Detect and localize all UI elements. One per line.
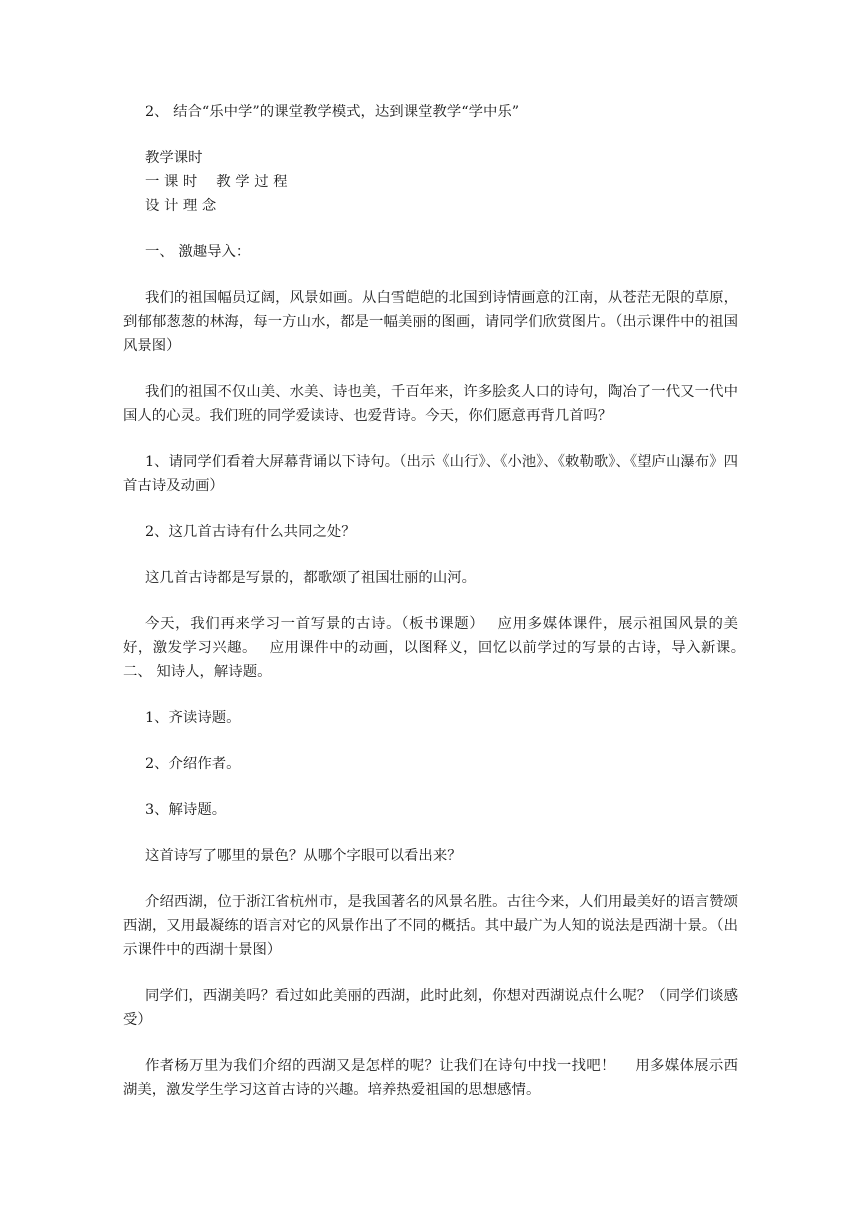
section-1-title: 一、 激趣导入： [145,244,251,260]
paragraph-answer: 这几首古诗都是写景的，都歌颂了祖国壮丽的山河。 [145,570,476,586]
item-introduce-author: 2、介绍作者。 [145,756,241,772]
heading-lesson-hours: 教学课时 [145,150,203,166]
paragraph-west-lake-intro: 介绍西湖，位于浙江省杭州市，是我国著名的风景名胜。古往今来，人们用最美好的语言赞颂西湖，又用最凝练的语言对它的风景作出了不同的概括。其中最广为人知的说法是西湖十景。（出示课件中的西湖十景图） [123,894,738,958]
paragraph-question-scenery: 这首诗写了哪里的景色？从哪个字眼可以看出来？ [145,848,462,864]
paragraph-west-lake-feelings: 同学们，西湖美吗？看过如此美丽的西湖，此时此刻，你想对西湖说点什么呢？（同学们谈感受） [123,988,738,1028]
paragraph-author-yang-wanli: 作者杨万里为我们介绍的西湖又是怎样的呢？让我们在诗句中找一找吧！ 用多媒体展示西湖美，激发学生学习这首古诗的兴趣。培养热爱祖国的思想感情。 [123,1058,738,1098]
heading-one-lesson-process: 一 课 时 教 学 过 程 [145,174,288,190]
heading-design-concept: 设 计 理 念 [145,198,217,214]
objective-2: 2、 结合“乐中学”的课堂教学模式，达到课堂教学“学中乐” [145,104,520,120]
item-common-point: 2、这几首古诗有什么共同之处？ [145,524,356,540]
paragraph-new-lesson: 今天，我们再来学习一首写景的古诗。（板书课题） 应用多媒体课件，展示祖国风景的美好，激发学习兴趣。 应用课件中的动画，以图释义，回忆以前学过的写景的古诗，导入新课。 二、 知诗人，解诗题。 [123,616,757,680]
item-read-title: 1、齐读诗题。 [145,710,241,726]
paragraph-motherland-scenery: 我们的祖国幅员辽阔，风景如画。从白雪皑皑的北国到诗情画意的江南，从苍茫无限的草原，到郁郁葱葱的林海，每一方山水，都是一幅美丽的图画，请同学们欣赏图片。（出示课件中的祖国风景图） [123,290,738,354]
document-page [123,100,757,1102]
item-recite-poems: 1、请同学们看着大屏幕背诵以下诗句。（出示《山行》、《小池》、《敕勒歌》、《望庐山瀑布》四首古诗及动画） [123,454,738,494]
item-explain-title: 3、解诗题。 [145,802,227,818]
paragraph-poetry-heritage: 我们的祖国不仅山美、水美、诗也美，千百年来，许多脍炙人口的诗句，陶冶了一代又一代中国人的心灵。我们班的同学爱读诗、也爱背诗。今天，你们愿意再背几首吗？ [123,384,738,424]
